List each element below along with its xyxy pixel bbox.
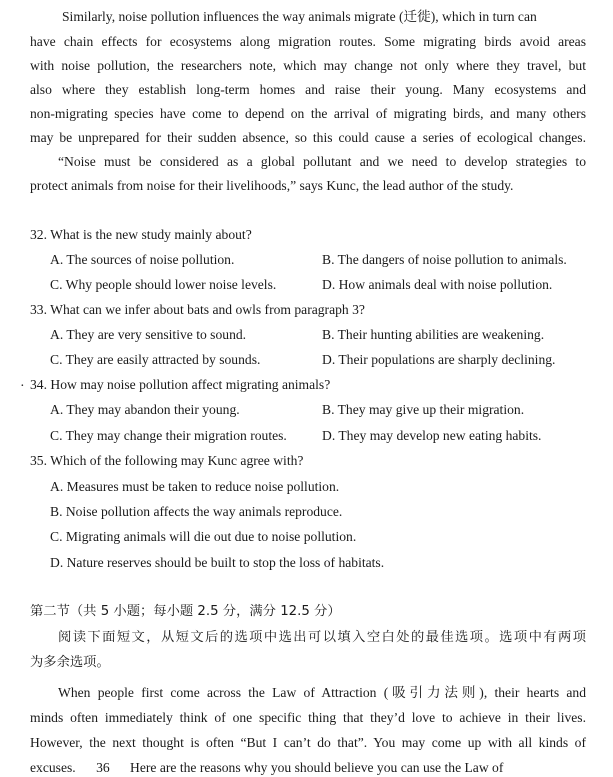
question-33-option-c: C. They are easily attracted by sounds. (50, 352, 261, 367)
question-32-option-a: A. The sources of noise pollution. (50, 252, 235, 267)
question-35-option-c: C. Migrating animals will die out due to noise pollution. (50, 529, 357, 544)
passage-line-8: protect animals from noise for their livelihoods,” says Kunc, the lead author of the study. (30, 178, 514, 193)
question-33-stem: 33. What can we infer about bats and owls from paragraph 3? (30, 302, 365, 317)
passage-line-6: may be unprepared for their sudden absence, so this could cause a series of ecological changes. (30, 130, 586, 145)
margin-dot: · (20, 379, 25, 394)
section-2-passage-line-1: When people first come across the Law of Attraction (吸引力法则), their hearts and (58, 685, 586, 700)
question-35-stem: 35. Which of the following may Kunc agree with? (30, 453, 304, 468)
section-2-instruction-line-1: 阅读下面短文，从短文后的选项中选出可以填入空白处的最佳选项。选项中有两项 (58, 630, 586, 645)
passage-line-1: Similarly, noise pollution influences the way animals migrate (迁徙), which in turn can (62, 9, 537, 24)
question-34-stem: 34. How may noise pollution affect migrating animals? (30, 377, 331, 392)
question-35-option-d: D. Nature reserves should be built to stop the loss of habitats. (50, 555, 385, 570)
question-34-option-b: B. They may give up their migration. (322, 402, 525, 417)
section-2-heading: 第二节（共 5 小题；每小题 2.5 分，满分 12.5 分） (30, 604, 341, 619)
question-32-option-c: C. Why people should lower noise levels. (50, 277, 277, 292)
question-33-option-a: A. They are very sensitive to sound. (50, 327, 247, 342)
section-2-instruction-line-2: 为多余选项。 (30, 655, 110, 670)
question-33-option-d: D. Their populations are sharply declining. (322, 352, 556, 367)
question-35-option-a: A. Measures must be taken to reduce noise pollution. (50, 479, 340, 494)
question-34-option-c: C. They may change their migration routes. (50, 428, 287, 443)
question-32-option-b: B. The dangers of noise pollution to animals. (322, 252, 567, 267)
question-34-option-a: A. They may abandon their young. (50, 402, 240, 417)
passage-line-7: “Noise must be considered as a global pollutant and we need to develop strategies to (58, 154, 586, 169)
passage-line-5: non-migrating species have come to depend on the arrival of migrating birds, and many others (30, 106, 586, 121)
section-2-passage-line-4: excuses. 36 Here are the reasons why you should believe you can use the Law of (30, 760, 504, 775)
passage-line-2: have chain effects for ecosystems along migration routes. Some migrating birds avoid areas (30, 34, 586, 49)
question-35-option-b: B. Noise pollution affects the way animals reproduce. (50, 504, 343, 519)
section-2-passage-line-3: However, the next thought is often “But I can’t do that”. You may come up with all kinds of (30, 735, 586, 750)
section-2-passage-line-2: minds often immediately think of one specific thing that they’d love to achieve in their lives. (30, 710, 586, 725)
question-34-option-d: D. They may develop new eating habits. (322, 428, 542, 443)
question-33-option-b: B. Their hunting abilities are weakening. (322, 327, 545, 342)
question-32-option-d: D. How animals deal with noise pollution. (322, 277, 553, 292)
passage-line-3: with noise pollution, the researchers note, which may change not only where they travel, but (30, 58, 586, 73)
passage-line-4: also where they establish long-term homes and raise their young. Many ecosystems and (30, 82, 586, 97)
question-32-stem: 32. What is the new study mainly about? (30, 227, 252, 242)
